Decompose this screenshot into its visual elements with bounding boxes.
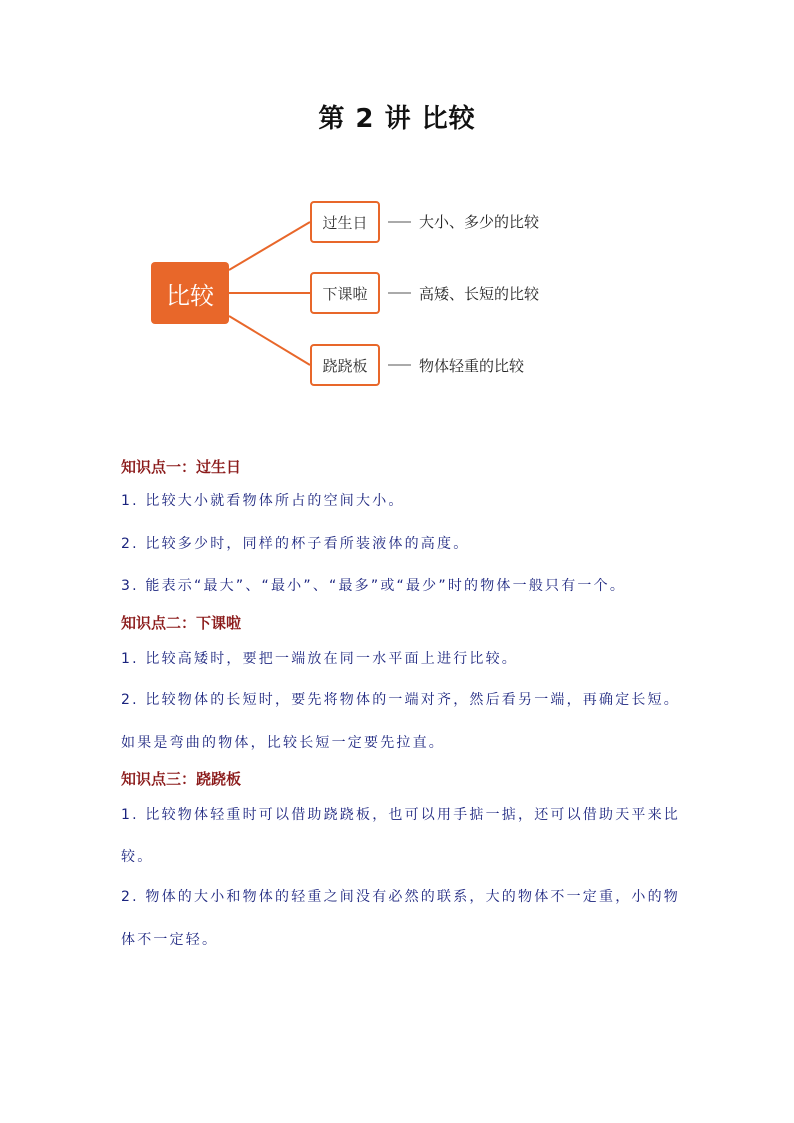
section-2-line-3: 如果是弯曲的物体，比较长短一定要先拉直。 <box>121 735 445 751</box>
section-1-line-2: 2. 比较多少时，同样的杯子看所装液体的高度。 <box>121 536 470 552</box>
branch-desc-seesaw: 物体轻重的比较 <box>419 357 525 375</box>
mind-map-center: 比较 <box>151 262 229 324</box>
section-3-line-4: 体不一定轻。 <box>121 932 219 948</box>
section-heading-1: 知识点一：过生日 <box>121 458 242 476</box>
section-3-line-2: 较。 <box>121 849 154 865</box>
page-title: 第 2 讲 比较 <box>318 104 476 134</box>
branch-desc-recess: 高矮、长短的比较 <box>419 285 540 303</box>
section-heading-2: 知识点二：下课啦 <box>121 614 242 632</box>
branch-box-recess: 下课啦 <box>310 272 380 314</box>
section-2-line-2: 2. 比较物体的长短时，要先将物体的一端对齐，然后看另一端，再确定长短。 <box>121 692 681 708</box>
connector-branch-3 <box>229 316 310 365</box>
section-3-line-1: 1. 比较物体轻重时可以借助跷跷板，也可以用手掂一掂，还可以借助天平来比 <box>121 807 681 823</box>
section-1-line-1: 1. 比较大小就看物体所占的空间大小。 <box>121 493 405 509</box>
connector-branch-1 <box>229 222 310 270</box>
section-heading-3: 知识点三：跷跷板 <box>121 770 242 788</box>
section-3-line-3: 2. 物体的大小和物体的轻重之间没有必然的联系，大的物体不一定重，小的物 <box>121 889 681 905</box>
branch-box-birthday: 过生日 <box>310 201 380 243</box>
branch-box-seesaw: 跷跷板 <box>310 344 380 386</box>
mind-map-connectors <box>0 0 794 420</box>
section-1-line-3: 3. 能表示“最大”、“最小”、“最多”或“最少”时的物体一般只有一个。 <box>121 578 627 594</box>
section-2-line-1: 1. 比较高矮时，要把一端放在同一水平面上进行比较。 <box>121 651 519 667</box>
branch-desc-birthday: 大小、多少的比较 <box>419 213 540 231</box>
mind-map <box>0 0 794 420</box>
